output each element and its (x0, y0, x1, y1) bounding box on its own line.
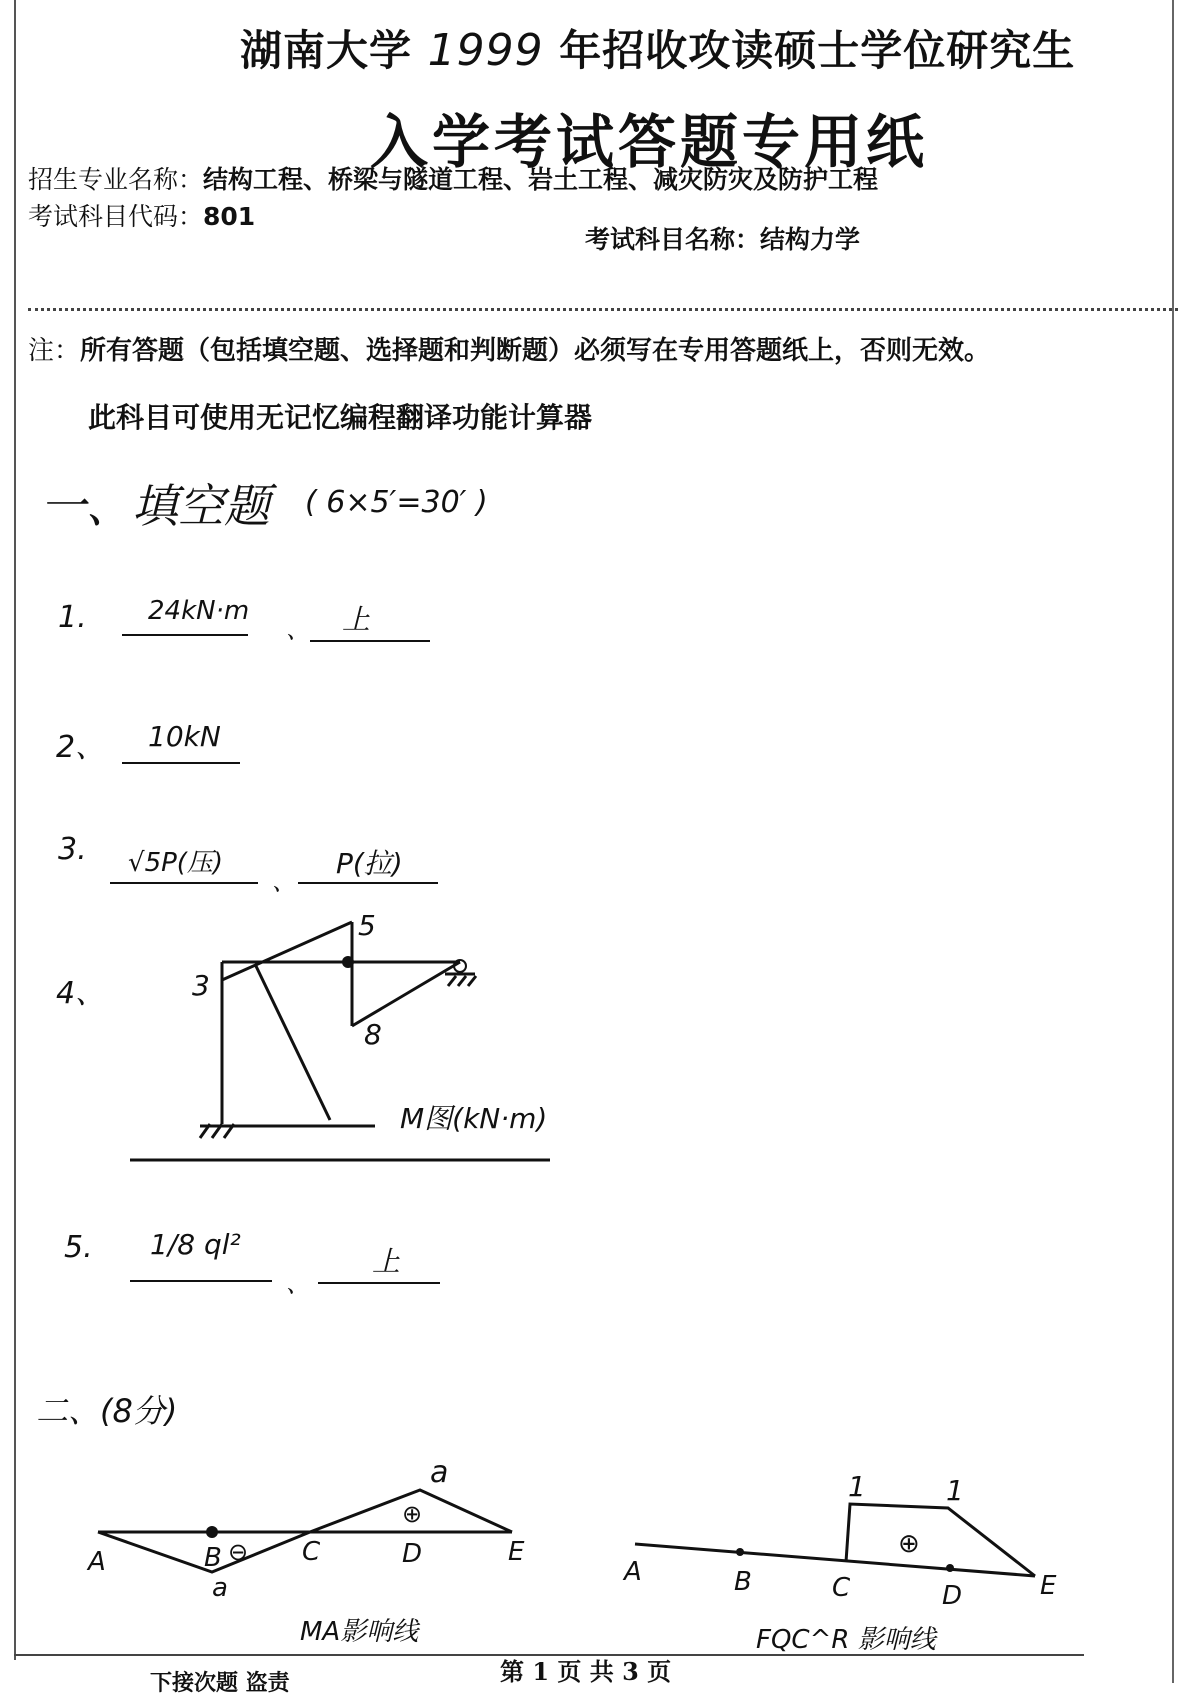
ma-point-e: E (508, 1537, 525, 1567)
section2-title: 二、(8分) (36, 1392, 178, 1430)
note-text: 所有答题（包括填空题、选择题和判断题）必须写在专用答题纸上，否则无效。 (80, 336, 991, 366)
q5-answer-2: 上 (372, 1245, 401, 1278)
q1-separator: 、 (286, 616, 310, 644)
q3-separator: 、 (272, 868, 296, 896)
q4-number: 4、 (56, 976, 106, 1011)
ma-sign-pos: ⊕ (402, 1500, 423, 1528)
q5-separator: 、 (286, 1270, 310, 1298)
footer-continued-note: 下接次题 盗责 (150, 1670, 290, 1696)
subject-label: 考试科目名称： (585, 225, 761, 254)
code-label: 考试科目代码： (28, 202, 204, 231)
ma-caption: MA影响线 (300, 1617, 419, 1647)
page-number: 第 1 页 共 3 页 (500, 1657, 672, 1686)
q5-number: 5. (64, 1230, 93, 1265)
exam-year: 1999 (427, 25, 544, 76)
subject-value: 结构力学 (760, 225, 861, 254)
q4-diagram-label: M图(kN·m) (400, 1102, 548, 1135)
q4-value-left: 3 (192, 969, 210, 1002)
q3-answer-1: √5P(压) (128, 848, 224, 878)
note-label: 注： (28, 336, 81, 366)
fqc-point-c: C (832, 1573, 851, 1603)
fqc-point-e: E (1040, 1571, 1057, 1601)
ma-point-c: C (302, 1537, 321, 1567)
section1-title: 一、填空题 (40, 479, 270, 533)
fqc-point-a: A (624, 1557, 642, 1587)
q3-answer-2: P(拉) (336, 847, 403, 880)
q1-number: 1. (58, 600, 87, 635)
fqc-value-1: 1 (848, 1470, 866, 1503)
ma-point-d: D (402, 1539, 423, 1569)
major-label: 招生专业名称： (28, 165, 204, 194)
fqc-point-d: D (942, 1581, 963, 1611)
fqc-caption: FQC^R 影响线 (756, 1625, 936, 1655)
q4-value-top: 5 (358, 909, 376, 942)
title-line-2: 入学考试答题专用纸 (370, 108, 929, 176)
ma-sign-neg: ⊖ (228, 1538, 249, 1566)
q1-answer-2: 上 (342, 603, 371, 636)
title-line-1-rest: 年招收攻读硕士学位研究生 (559, 26, 1076, 75)
calculator-note: 此科目可使用无记忆编程翻译功能计算器 (88, 401, 593, 434)
q2-number: 2、 (56, 730, 106, 765)
q1-answer-1: 24kN·m (148, 596, 250, 626)
ma-value-bottom: a (212, 1573, 228, 1603)
fqc-value-2: 1 (946, 1474, 964, 1507)
q3-number: 3. (58, 832, 87, 867)
ma-point-b: B (204, 1543, 222, 1573)
q5-answer-1: 1/8 ql² (150, 1228, 241, 1261)
ma-point-a: A (88, 1547, 106, 1577)
major-value: 结构工程、桥梁与隧道工程、岩土工程、减灾防灾及防护工程 (203, 165, 879, 194)
university-name: 湖南大学 (240, 26, 413, 75)
section1-score: ( 6×5′=30′ ) (305, 485, 488, 520)
fqc-sign-pos: ⊕ (898, 1529, 920, 1559)
code-value: 801 (203, 202, 256, 231)
q4-value-bottom: 8 (364, 1018, 382, 1051)
fqc-point-b: B (734, 1567, 752, 1597)
ma-value-top: a (430, 1455, 449, 1490)
q2-answer-1: 10kN (148, 720, 221, 753)
